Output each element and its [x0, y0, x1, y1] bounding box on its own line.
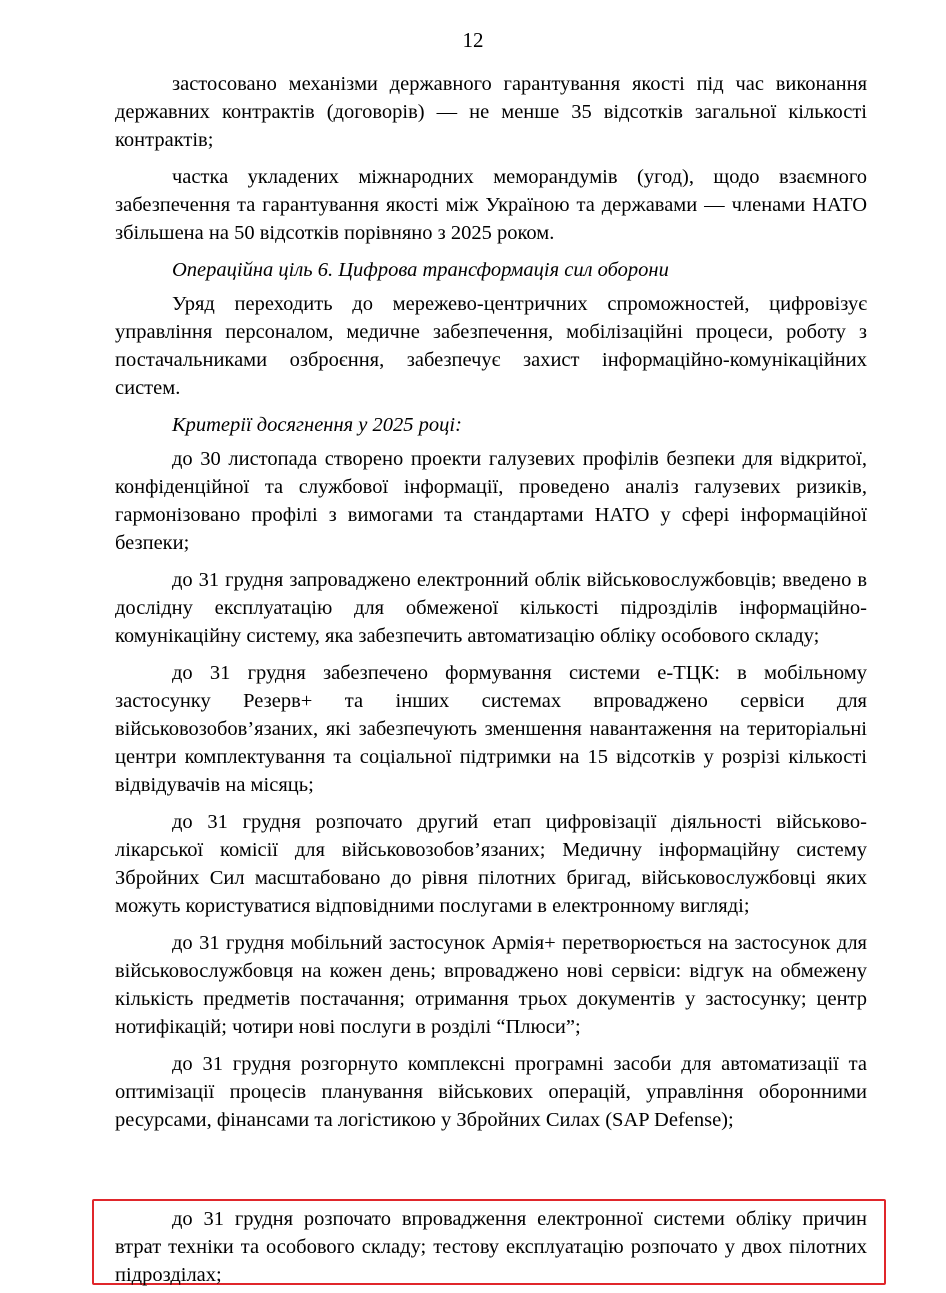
paragraph-electronic-registry: до 31 грудня запроваджено електронний облік військовослужбовців; введено в дослідну експлуатацію для обмеженої кількості підрозділів інформаційно-комунікаційну систему, яка забезпечить автоматизацію обліку особового складу; [115, 569, 867, 647]
paragraph-medical-commission: до 31 грудня розпочато другий етап цифровізації діяльності військово-лікарської комісії для військовозобов’язаних; Медичну інформаційну систему Збройних Сил масштабовано до рівня пілотних бригад, військовослужбовці яких можуть користуватися відповідними послугами в електронному вигляді; [115, 811, 867, 917]
page-number: 12 [462, 28, 484, 52]
paragraph-sap-defense: до 31 грудня розгорнуто комплексні програмні засоби для автоматизації та оптимізації процесів планування військових операцій, управління оборонними ресурсами, фінансами та логістикою у Збройних Силах (SAP Defense); [115, 1053, 867, 1131]
paragraph-e-tck: до 31 грудня забезпечено формування системи е-ТЦК: в мобільному застосунку Резерв+ та інших системах впроваджено сервіси для військовозобов’язаних, які забезпечують зменшення навантаження на територіальні центри комплектування та соціальної підтримки на 15 відсотків у розрізі кількості відвідувачів на місяць; [115, 662, 867, 796]
paragraph-army-plus: до 31 грудня мобільний застосунок Армія+ перетворюється на застосунок для військовослужбовця на кожен день; впроваджено нові сервіси: відгук на обмежену кількість предметів постачання; отримання трьох документів у застосунку; центр нотифікацій; чотири нові послуги в розділі “Плюси”; [115, 932, 867, 1038]
criteria-heading: Критерії досягнення у 2025 році: [172, 414, 462, 436]
paragraph-quality-guarantee-contracts: застосовано механізми державного гарантування якості під час виконання державних контрактів (договорів) — не менше 35 відсотків загальної кількості контрактів; [115, 73, 867, 151]
paragraph-loss-accounting-system: до 31 грудня розпочато впровадження електронної системи обліку причин втрат техніки та особового складу; тестову експлуатацію розпочато у двох пілотних підрозділах; [115, 1208, 867, 1286]
operational-goal-heading: Операційна ціль 6. Цифрова трансформація сил оборони [172, 259, 669, 281]
paragraph-nato-memorandums: частка укладених міжнародних меморандумів (угод), щодо взаємного забезпечення та гарантування якості між Україною та державами — членами НАТО збільшена на 50 відсотків порівняно з 2025 роком. [115, 166, 867, 244]
highlighted-paragraph-box [92, 1199, 886, 1285]
document-body [115, 70, 867, 1134]
paragraph-security-profiles: до 30 листопада створено проекти галузевих профілів безпеки для відкритої, конфіденційної та службової інформації, проведено аналіз галузевих ризиків, гармонізовано профілі з вимогами та стандартами НАТО у сфері інформаційної безпеки; [115, 448, 867, 554]
paragraph-government-digitalization: Уряд переходить до мережево-центричних спроможностей, цифровізує управління персоналом, медичне забезпечення, мобілізаційні процеси, роботу з постачальниками озброєння, забезпечує захист інформаційно-комунікаційних систем. [115, 293, 867, 399]
